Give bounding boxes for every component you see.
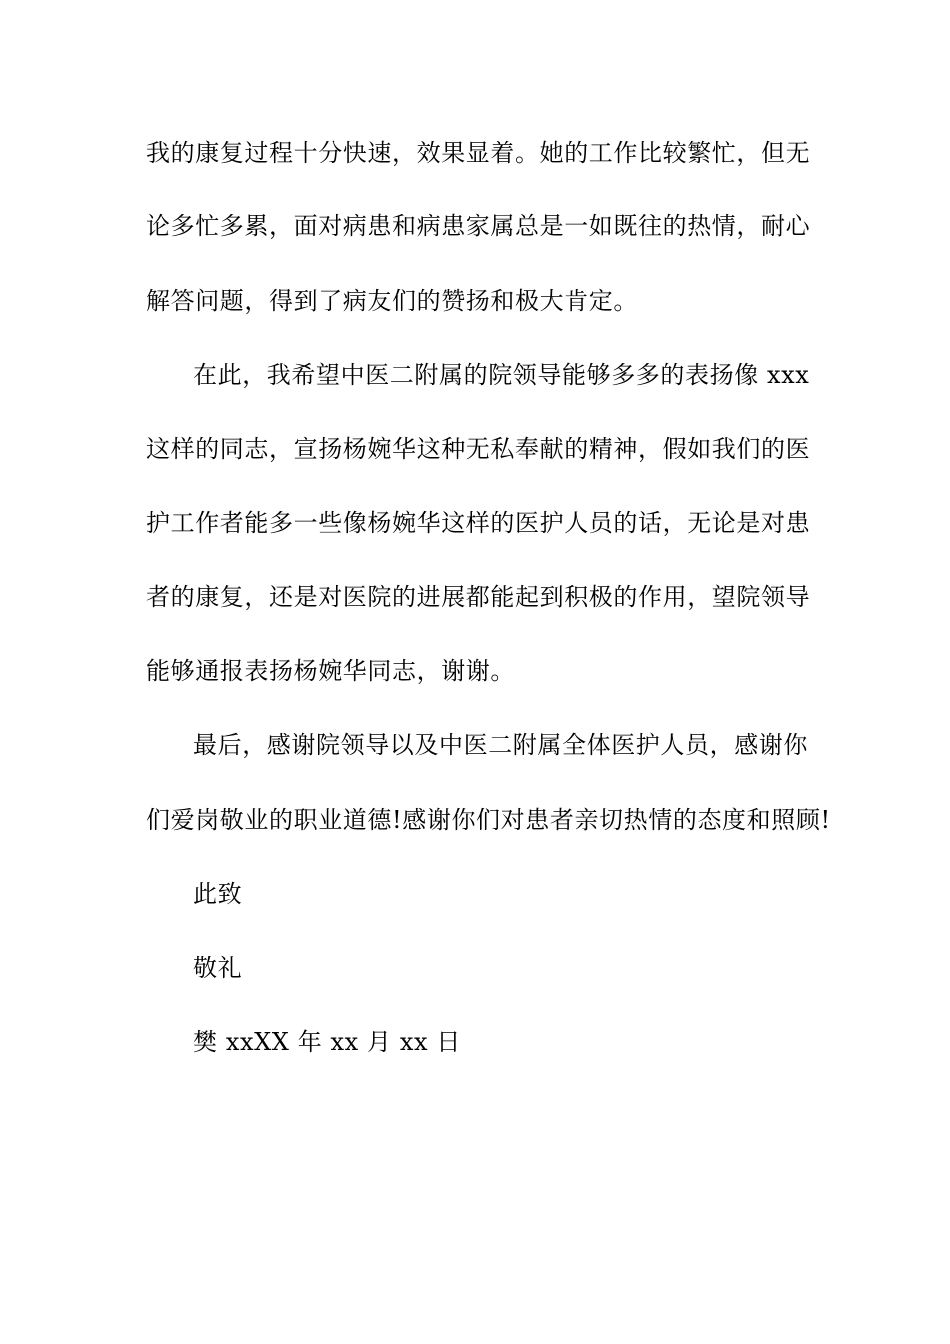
closing-salutation: 此致 xyxy=(193,880,243,908)
paragraph-line: 能够通报表扬杨婉华同志，谢谢。 xyxy=(146,657,515,685)
paragraph-line: 最后，感谢院领导以及中医二附属全体医护人员，感谢你 xyxy=(193,731,808,759)
paragraph-line: 论多忙多累，面对病患和病患家属总是一如既往的热情，耐心 xyxy=(146,212,811,240)
paragraph-line: 这样的同志，宣扬杨婉华这种无私奉献的精神，假如我们的医 xyxy=(146,435,811,463)
closing-regards: 敬礼 xyxy=(193,954,243,982)
paragraph-line: 解答问题，得到了病友们的赞扬和极大肯定。 xyxy=(146,287,638,315)
paragraph-line: 护工作者能多一些像杨婉华这样的医护人员的话，无论是对患 xyxy=(146,509,811,537)
paragraph-line: 们爱岗敬业的职业道德!感谢你们对患者亲切热情的态度和照顾! xyxy=(146,806,831,834)
paragraph-line: 在此，我希望中医二附属的院领导能够多多的表扬像 xxx xyxy=(193,361,810,389)
signature-date: 樊 xxXX 年 xx 月 xx 日 xyxy=(193,1028,461,1056)
paragraph-line: 我的康复过程十分快速，效果显着。她的工作比较繁忙，但无 xyxy=(146,139,811,167)
paragraph-line: 者的康复，还是对医院的进展都能起到积极的作用，望院领导 xyxy=(146,583,811,611)
